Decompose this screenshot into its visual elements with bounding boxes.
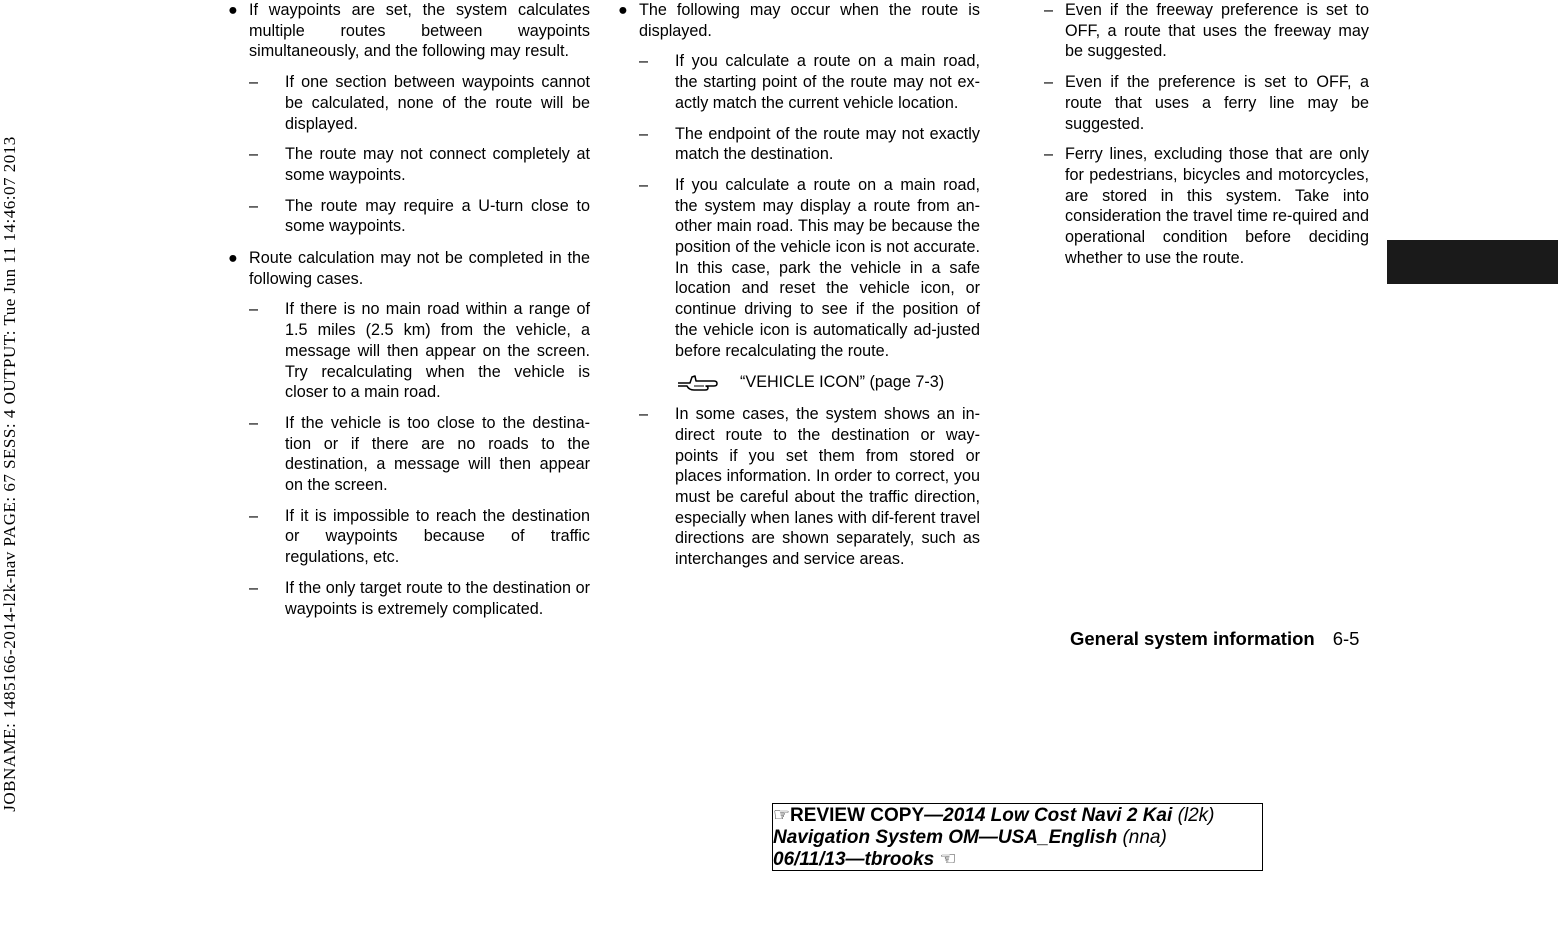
bullet-text: Route calculation may not be completed in the following cases.	[249, 249, 590, 288]
sub-item-text: If you calculate a route on a main road, the starting point of the route may not ex-actly match the current vehicle location.	[675, 52, 980, 112]
sub-item	[249, 578, 590, 619]
dash-icon: –	[249, 413, 259, 432]
dash-icon: –	[639, 124, 649, 143]
review-title: —2014 Low Cost Navi 2 Kai	[924, 805, 1173, 826]
bullet-text: If waypoints are set, the system calculates multiple routes between waypoints simultaneously, and the following may result.	[249, 1, 590, 61]
column-2	[618, 0, 980, 570]
dash-icon: –	[249, 196, 259, 215]
sub-item	[1044, 144, 1369, 268]
bullet-icon: ●	[228, 249, 238, 268]
dash-icon: –	[1044, 1, 1054, 19]
sub-item	[249, 299, 590, 403]
sub-item-text: Even if the freeway preference is set to OFF, a route that uses the freeway may be suggested.	[1065, 1, 1369, 61]
dash-icon: –	[1044, 73, 1054, 92]
sub-item	[639, 51, 980, 113]
column-3	[1044, 0, 1369, 278]
sub-item-text: In some cases, the system shows an in-direct route to the destination or way-points if you set them from stored or places information. In order to correct, you must be careful about the traffic direction, especially when lanes with dif-ferent travel directions are shown separately, such as interchanges and service areas.	[675, 405, 980, 569]
review-lang-code: (nna)	[1122, 827, 1167, 848]
pointing-hand-icon	[676, 371, 718, 393]
sub-item	[249, 144, 590, 185]
sub-item	[249, 196, 590, 237]
sub-item-text: The route may require a U-turn close to some waypoints.	[285, 196, 590, 236]
dash-icon: –	[249, 300, 259, 319]
sub-item	[639, 404, 980, 570]
bullet-icon: ●	[228, 1, 238, 19]
sub-item	[249, 72, 590, 134]
sub-item	[249, 413, 590, 496]
review-system: Navigation System OM—USA_English	[773, 827, 1118, 848]
dash-icon: –	[639, 405, 649, 424]
sub-item-text: Ferry lines, excluding those that are only for pedestrians, bicycles and motorcycles, are stored in this system. Take into consideration the travel time re-quired and operational condition before deciding whether to use the route.	[1065, 145, 1369, 267]
bullet-icon: ●	[618, 1, 628, 19]
page-footer	[1070, 628, 1359, 650]
dash-icon: –	[1044, 145, 1054, 164]
dash-icon: –	[249, 506, 259, 525]
sub-item-text: If the only target route to the destination or waypoints is extremely complicated.	[285, 578, 590, 618]
bullet-item	[228, 0, 590, 62]
page-number: 6-5	[1332, 628, 1360, 649]
chapter-tab	[1387, 240, 1558, 284]
sub-item-text: The endpoint of the route may not exactly match the destination.	[675, 124, 980, 164]
review-line-2	[773, 827, 1262, 849]
sub-item	[639, 124, 980, 165]
review-line-1	[773, 805, 1262, 827]
review-date-author: 06/11/13—tbrooks	[773, 849, 935, 870]
review-copy-box	[772, 803, 1263, 871]
review-code: (l2k)	[1177, 805, 1215, 826]
pointing-right-icon: ☞	[773, 805, 791, 826]
sub-item-text: The route may not connect completely at some waypoints.	[285, 145, 590, 184]
sub-item-text: If the vehicle is too close to the destina-tion or if there are no roads to the destination, a message will then appear on the screen.	[285, 413, 590, 495]
sub-item	[1044, 72, 1369, 134]
section-title: General system information	[1070, 628, 1315, 649]
reference-text: “VEHICLE ICON” (page 7-3)	[740, 373, 945, 392]
bullet-item	[228, 248, 590, 289]
sub-item-text: If it is impossible to reach the destination or waypoints because of traffic regulations, etc.	[285, 506, 590, 567]
bullet-text: The following may occur when the route is displayed.	[639, 1, 980, 40]
dash-icon: –	[249, 578, 259, 597]
sub-item-text: If there is no main road within a range of 1.5 miles (2.5 km) from the vehicle, a message will then appear on the screen. Try recalculating when the vehicle is closer to a main road.	[285, 300, 590, 402]
review-line-3	[773, 849, 1262, 871]
page-reference[interactable]	[676, 370, 980, 394]
sub-item	[249, 506, 590, 568]
sub-item-text: Even if the preference is set to OFF, a route that uses a ferry line may be suggested.	[1065, 73, 1369, 133]
bullet-item	[618, 0, 980, 41]
review-label: REVIEW COPY	[790, 805, 925, 826]
sub-item-text: If you calculate a route on a main road, the system may display a route from an-other main road. This may be because the position of the vehicle icon is not accurate. In this case, park the vehicle in a safe location and reset the vehicle icon, or continue driving to see if the position of the vehicle icon is automatically ad-justed before recalculating the route.	[675, 175, 980, 360]
dash-icon: –	[639, 52, 649, 71]
dash-icon: –	[249, 145, 259, 164]
margin-job-stamp: JOBNAME: 1485166-2014-l2k-nav PAGE: 67 SESS: 4 OUTPUT: Tue Jun 11 14:46:07 2013	[0, 136, 19, 812]
dash-icon: –	[249, 73, 259, 92]
dash-icon: –	[639, 175, 649, 194]
sub-item	[1044, 0, 1369, 62]
sub-item	[639, 175, 980, 361]
sub-item-text: If one section between waypoints cannot be calculated, none of the route will be displayed.	[285, 73, 590, 133]
column-1	[228, 0, 590, 619]
pointing-left-icon: ☜	[939, 849, 957, 870]
